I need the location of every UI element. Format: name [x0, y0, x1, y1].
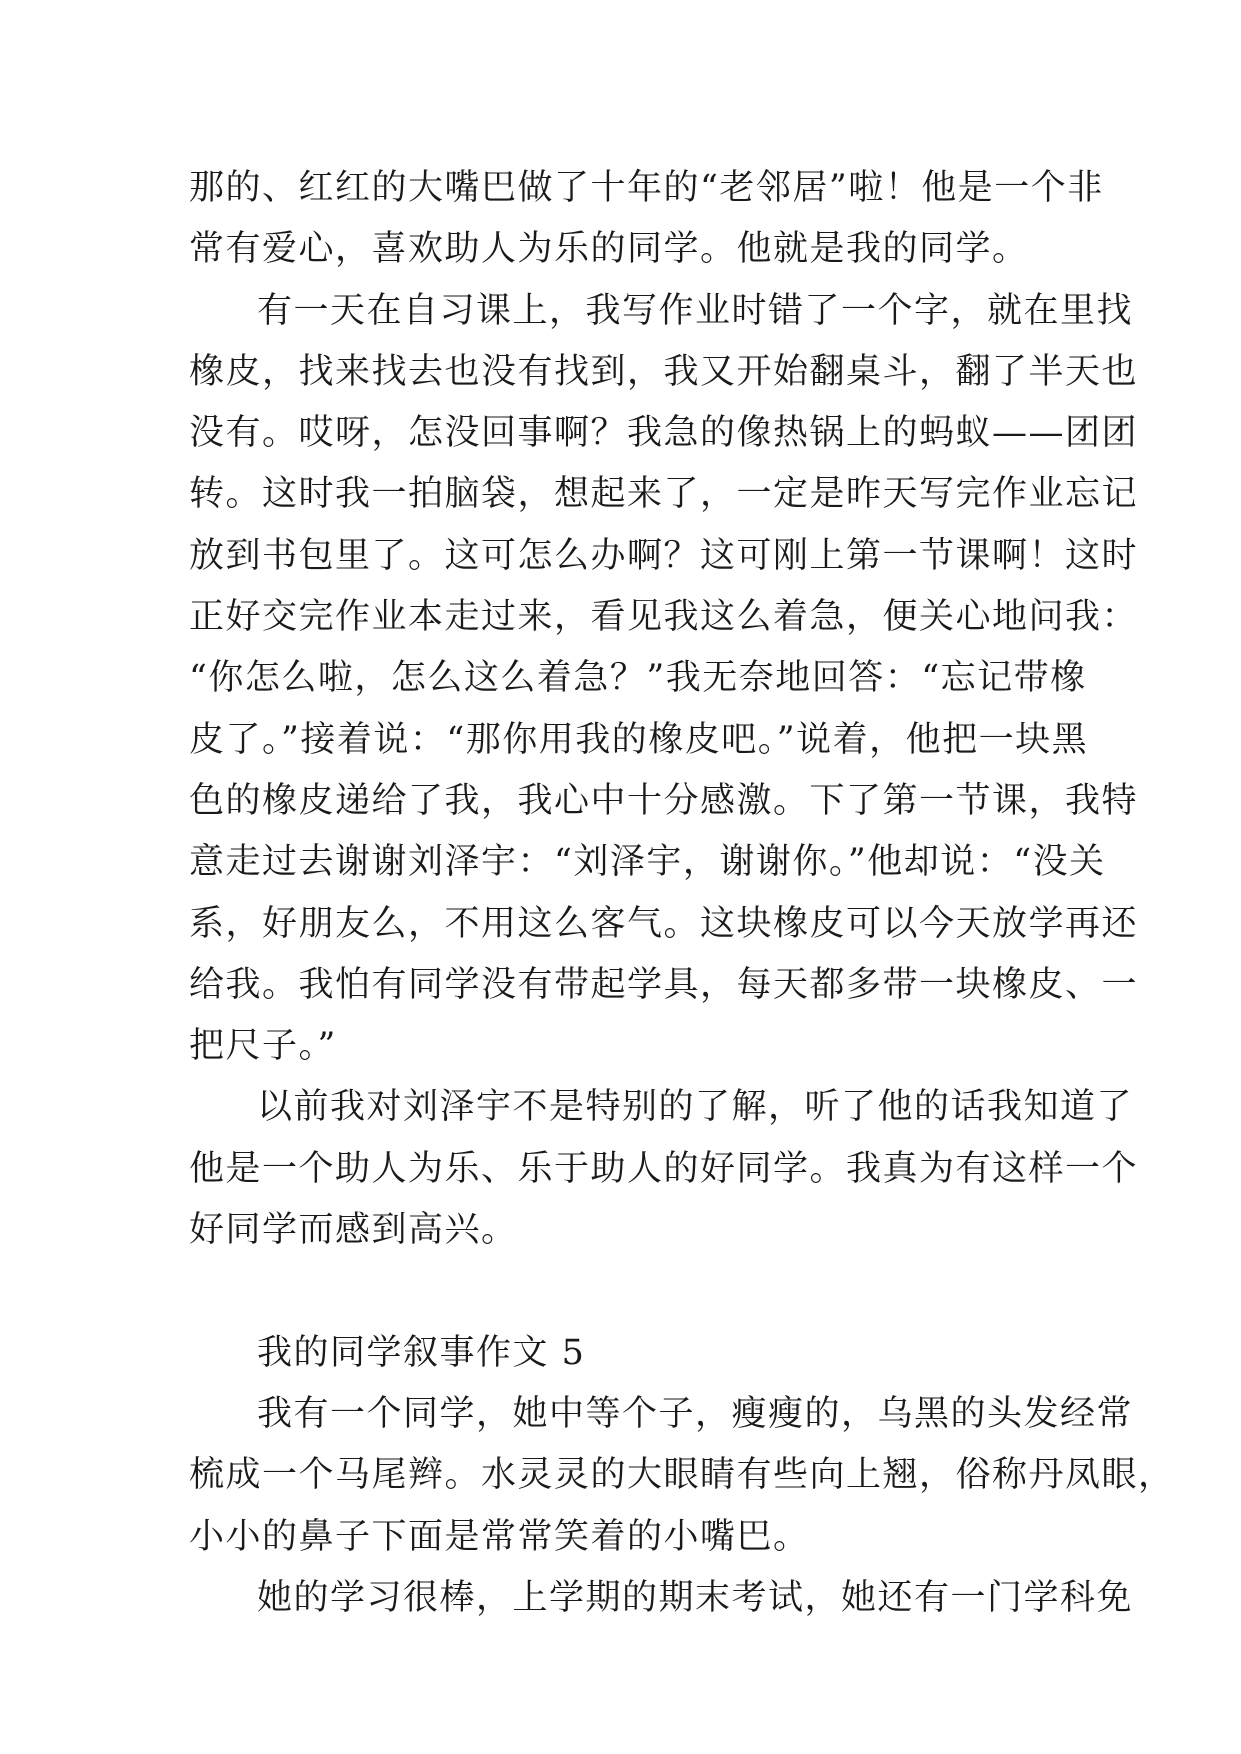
text-line: 有一天在自习课上，我写作业时错了一个字，就在里找: [257, 290, 1134, 331]
text-line: 色的橡皮递给了我，我心中十分感激。下了第一节课，我特: [189, 780, 1139, 821]
text-line: 梳成一个马尾辫。水灵灵的大眼睛有些向上翘，俗称丹凤眼，: [189, 1455, 1175, 1496]
text-line: 常有爱心，喜欢助人为乐的同学。他就是我的同学。: [189, 229, 1029, 270]
text-line: 转。这时我一拍脑袋，想起来了，一定是昨天写完作业忘记: [189, 474, 1139, 515]
section-gap: [189, 1261, 1053, 1322]
text-line: 那的、红红的大嘴巴做了十年的“老邻居”啦！他是一个非: [189, 168, 1104, 208]
text-line: 给我。我怕有同学没有带起学具，每天都多带一块橡皮、一: [189, 964, 1139, 1005]
text-line: 系，好朋友么，不用这么客气。这块橡皮可以今天放学再还: [189, 903, 1139, 944]
text-line: 放到书包里了。这可怎么办啊？这可刚上第一节课啊！这时: [189, 535, 1139, 576]
section-heading: 我的同学叙事作文 5: [257, 1332, 586, 1373]
text-line: 她的学习很棒，上学期的期末考试，她还有一门学科免: [257, 1577, 1134, 1618]
text-line: 意走过去谢谢刘泽宇：“刘泽宇，谢谢你。”他却说：“没关: [189, 842, 1106, 883]
text-line: “你怎么啦，怎么这么着急？”我无奈地回答：“忘记带橡: [189, 658, 1087, 699]
text-line: 把尺子。”: [189, 1026, 337, 1067]
text-line: 好同学而感到高兴。: [189, 1210, 518, 1251]
text-line: 小小的鼻子下面是常常笑着的小嘴巴。: [189, 1516, 810, 1557]
text-line: 我有一个同学，她中等个子，瘦瘦的，乌黑的头发经常: [257, 1393, 1134, 1434]
text-line: 他是一个助人为乐、乐于助人的好同学。我真为有这样一个: [189, 1148, 1139, 1189]
text-line: 皮了。”接着说：“那你用我的橡皮吧。”说着，他把一块黑: [189, 719, 1089, 760]
text-line: 没有。哎呀，怎没回事啊？我急的像热锅上的蚂蚁——团团: [189, 413, 1139, 454]
text-line: 以前我对刘泽宇不是特别的了解，听了他的话我知道了: [257, 1087, 1134, 1128]
text-line: 橡皮，找来找去也没有找到，我又开始翻桌斗，翻了半天也: [189, 351, 1139, 392]
text-line: 正好交完作业本走过来，看见我这么着急，便关心地问我：: [189, 597, 1139, 638]
document-body: [189, 158, 1175, 1629]
